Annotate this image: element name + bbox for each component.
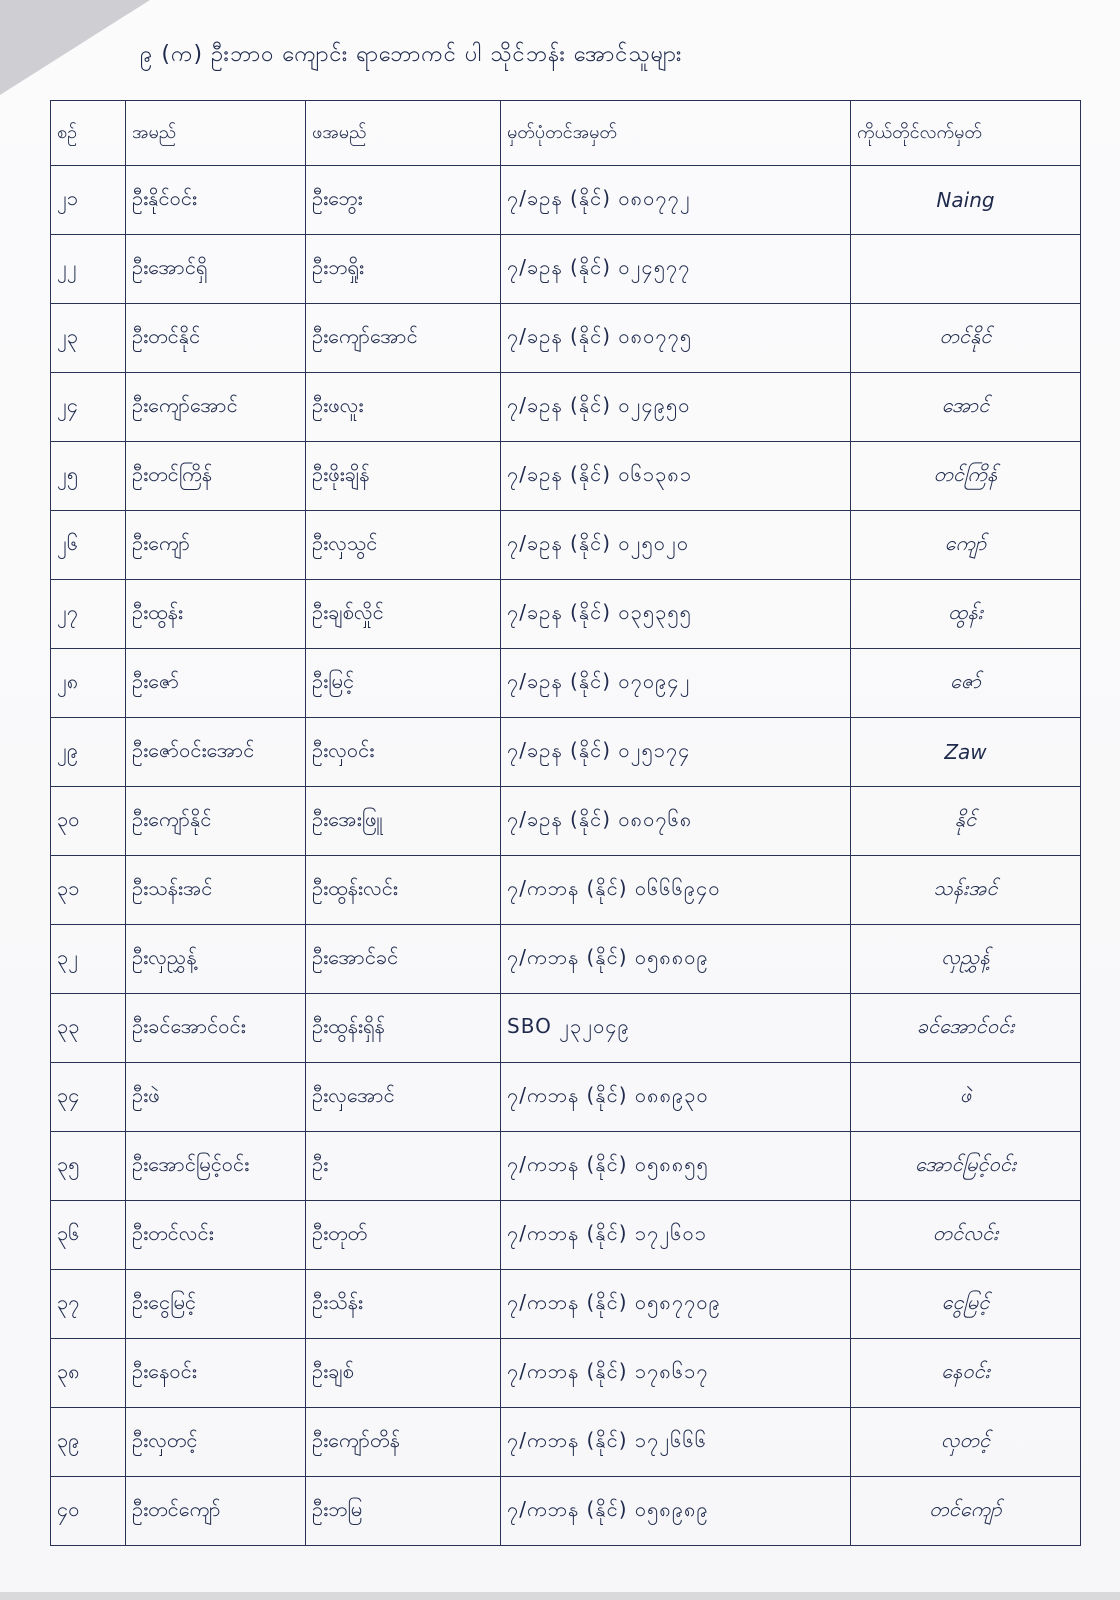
cell-no: ၃၀ (51, 787, 126, 856)
cell-no: ၂၈ (51, 649, 126, 718)
cell-signature (851, 235, 1081, 304)
cell-name: ဦးတင်နိုင် (126, 304, 306, 373)
cell-nrc: SBO ၂၃၂၀၄၉ (501, 994, 851, 1063)
table-body (51, 166, 1081, 1546)
cell-name: ဦးလှတင့် (126, 1408, 306, 1477)
cell-no: ၃၄ (51, 1063, 126, 1132)
cell-father-name: ဦးဘမြ (306, 1477, 501, 1546)
cell-signature: တင်လင်း (851, 1201, 1081, 1270)
cell-signature: အောင်မြင့်ဝင်း (851, 1132, 1081, 1201)
cell-no: ၂၆ (51, 511, 126, 580)
cell-father-name: ဦးချစ်လှိုင် (306, 580, 501, 649)
cell-name: ဦးကျော် (126, 511, 306, 580)
table-row (51, 1270, 1081, 1339)
table-row (51, 718, 1081, 787)
cell-signature: တင်ကြိန် (851, 442, 1081, 511)
header-signature: ကိုယ်တိုင်လက်မှတ် (851, 101, 1081, 166)
page-title: ၉ (က) ဦးဘာဝ ကျောင်း ရာဘောကင် ပါ သိုင်ဘန်း အောင်သူများ (140, 42, 683, 67)
cell-father-name: ဦးအေးဖြူ (306, 787, 501, 856)
table-header (51, 101, 1081, 166)
cell-no: ၂၃ (51, 304, 126, 373)
table-row (51, 649, 1081, 718)
cell-signature: လှညွှန့် (851, 925, 1081, 994)
cell-signature: ဇော် (851, 649, 1081, 718)
cell-name: ဦးဇော် (126, 649, 306, 718)
page-fold-shadow (0, 0, 150, 95)
cell-name: ဦးဇော်ဝင်းအောင် (126, 718, 306, 787)
cell-no: ၃၇ (51, 1270, 126, 1339)
table-row (51, 1477, 1081, 1546)
cell-name: ဦးဖဲ (126, 1063, 306, 1132)
cell-father-name: ဦး (306, 1132, 501, 1201)
cell-signature: ခင်အောင်ဝင်း (851, 994, 1081, 1063)
cell-nrc: ၇/ခဥန (နိုင်) ၀၇၀၉၄၂ (501, 649, 851, 718)
cell-no: ၃၅ (51, 1132, 126, 1201)
cell-signature: ကျော် (851, 511, 1081, 580)
cell-nrc: ၇/ခဥန (နိုင်) ၀၆၁၃၈၁ (501, 442, 851, 511)
cell-signature: အောင် (851, 373, 1081, 442)
table-row (51, 925, 1081, 994)
scan-bottom-edge (0, 1592, 1120, 1600)
cell-no: ၂၄ (51, 373, 126, 442)
cell-name: ဦးငွေမြင့် (126, 1270, 306, 1339)
cell-no: ၃၁ (51, 856, 126, 925)
table-row (51, 235, 1081, 304)
cell-nrc: ၇/ကဘန (နိုင်) ၀၅၈၈၅၅ (501, 1132, 851, 1201)
cell-no: ၂၁ (51, 166, 126, 235)
record-table (50, 100, 1081, 1546)
cell-name: ဦးနိုင်ဝင်း (126, 166, 306, 235)
header-no: စဉ် (51, 101, 126, 166)
cell-father-name: ဦးကျော်တိန် (306, 1408, 501, 1477)
cell-signature: တင်ကျော် (851, 1477, 1081, 1546)
cell-nrc: ၇/ကဘန (နိုင်) ၀၈၈၉၃၀ (501, 1063, 851, 1132)
table-row (51, 373, 1081, 442)
cell-father-name: ဦးကျော်အောင် (306, 304, 501, 373)
cell-name: ဦးအောင်မြင့်ဝင်း (126, 1132, 306, 1201)
cell-signature: တင်နိုင် (851, 304, 1081, 373)
cell-no: ၂၂ (51, 235, 126, 304)
table-row (51, 787, 1081, 856)
cell-father-name: ဦးဘွေး (306, 166, 501, 235)
cell-father-name: ဦးထွန်းလင်း (306, 856, 501, 925)
cell-no: ၃၈ (51, 1339, 126, 1408)
cell-father-name: ဦးအောင်ခင် (306, 925, 501, 994)
cell-name: ဦးလှညွှန့် (126, 925, 306, 994)
cell-nrc: ၇/ခဥန (နိုင်) ၀၈၀၇၆၈ (501, 787, 851, 856)
cell-signature: သန်းအင် (851, 856, 1081, 925)
cell-signature: Naing (851, 166, 1081, 235)
cell-nrc: ၇/ခဥန (နိုင်) ၀၃၅၃၅၅ (501, 580, 851, 649)
cell-nrc: ၇/ခဥန (နိုင်) ၀၈၀၇၇၂ (501, 166, 851, 235)
cell-nrc: ၇/ခဥန (နိုင်) ၀၈၀၇၇၅ (501, 304, 851, 373)
cell-signature: လှတင့် (851, 1408, 1081, 1477)
cell-nrc: ၇/ကဘန (နိုင်) ၀၅၈၇၇၀၉ (501, 1270, 851, 1339)
cell-father-name: ဦးဖလူး (306, 373, 501, 442)
cell-signature: ထွန်း (851, 580, 1081, 649)
table-row (51, 1408, 1081, 1477)
cell-no: ၂၉ (51, 718, 126, 787)
table-row (51, 994, 1081, 1063)
table-row (51, 1132, 1081, 1201)
cell-father-name: ဦးချစ် (306, 1339, 501, 1408)
cell-name: ဦးကျော်အောင် (126, 373, 306, 442)
cell-nrc: ၇/ခဥန (နိုင်) ၀၂၄၉၅၀ (501, 373, 851, 442)
cell-name: ဦးနေဝင်း (126, 1339, 306, 1408)
cell-father-name: ဦးလှဝင်း (306, 718, 501, 787)
cell-name: ဦးတင်လင်း (126, 1201, 306, 1270)
cell-nrc: ၇/ကဘန (နိုင်) ၁၇၈၆၁၇ (501, 1339, 851, 1408)
cell-signature: ငွေမြင့် (851, 1270, 1081, 1339)
cell-no: ၄၀ (51, 1477, 126, 1546)
cell-father-name: ဦးတုတ် (306, 1201, 501, 1270)
cell-no: ၂၅ (51, 442, 126, 511)
cell-no: ၃၂ (51, 925, 126, 994)
cell-name: ဦးတင်ကြိန် (126, 442, 306, 511)
cell-name: ဦးသန်းအင် (126, 856, 306, 925)
header-row (51, 101, 1081, 166)
cell-nrc: ၇/ကဘန (နိုင်) ၁၇၂၆၆၆ (501, 1408, 851, 1477)
cell-father-name: ဦးထွန်းရှိန် (306, 994, 501, 1063)
table-row (51, 1063, 1081, 1132)
table-row (51, 1339, 1081, 1408)
cell-nrc: ၇/ကဘန (နိုင်) ၀၅၈၈၀၉ (501, 925, 851, 994)
table-row (51, 442, 1081, 511)
table-row (51, 1201, 1081, 1270)
cell-father-name: ဦးဘရှိုး (306, 235, 501, 304)
cell-name: ဦးတင်ကျော် (126, 1477, 306, 1546)
table-row (51, 166, 1081, 235)
cell-father-name: ဦးလှသွင် (306, 511, 501, 580)
cell-father-name: ဦးမြင့် (306, 649, 501, 718)
cell-signature: နိုင် (851, 787, 1081, 856)
cell-father-name: ဦးသိန်း (306, 1270, 501, 1339)
cell-name: ဦးခင်အောင်ဝင်း (126, 994, 306, 1063)
table-row (51, 580, 1081, 649)
cell-signature: Zaw (851, 718, 1081, 787)
header-nrc: မှတ်ပုံတင်အမှတ် (501, 101, 851, 166)
table-row (51, 511, 1081, 580)
cell-name: ဦးကျော်နိုင် (126, 787, 306, 856)
cell-nrc: ၇/ကဘန (နိုင်) ၁၇၂၆၀၁ (501, 1201, 851, 1270)
cell-father-name: ဦးဖိုးချိန် (306, 442, 501, 511)
cell-nrc: ၇/ခဥန (နိုင်) ၀၂၅၀၂၀ (501, 511, 851, 580)
cell-no: ၃၉ (51, 1408, 126, 1477)
cell-nrc: ၇/ကဘန (နိုင်) ၀၅၈၉၈၉ (501, 1477, 851, 1546)
cell-nrc: ၇/ခဥန (နိုင်) ၀၂၅၁၇၄ (501, 718, 851, 787)
header-father: ဖအမည် (306, 101, 501, 166)
cell-name: ဦးထွန်း (126, 580, 306, 649)
cell-father-name: ဦးလှအောင် (306, 1063, 501, 1132)
table-row (51, 856, 1081, 925)
cell-nrc: ၇/ခဥန (နိုင်) ၀၂၄၅၇၇ (501, 235, 851, 304)
table-row (51, 304, 1081, 373)
cell-no: ၂၇ (51, 580, 126, 649)
cell-signature: နေဝင်း (851, 1339, 1081, 1408)
header-name: အမည် (126, 101, 306, 166)
cell-nrc: ၇/ကဘန (နိုင်) ၀၆၆၆၉၄၀ (501, 856, 851, 925)
cell-no: ၃၃ (51, 994, 126, 1063)
cell-name: ဦးအောင်ရှိ (126, 235, 306, 304)
cell-signature: ဖဲ (851, 1063, 1081, 1132)
cell-no: ၃၆ (51, 1201, 126, 1270)
